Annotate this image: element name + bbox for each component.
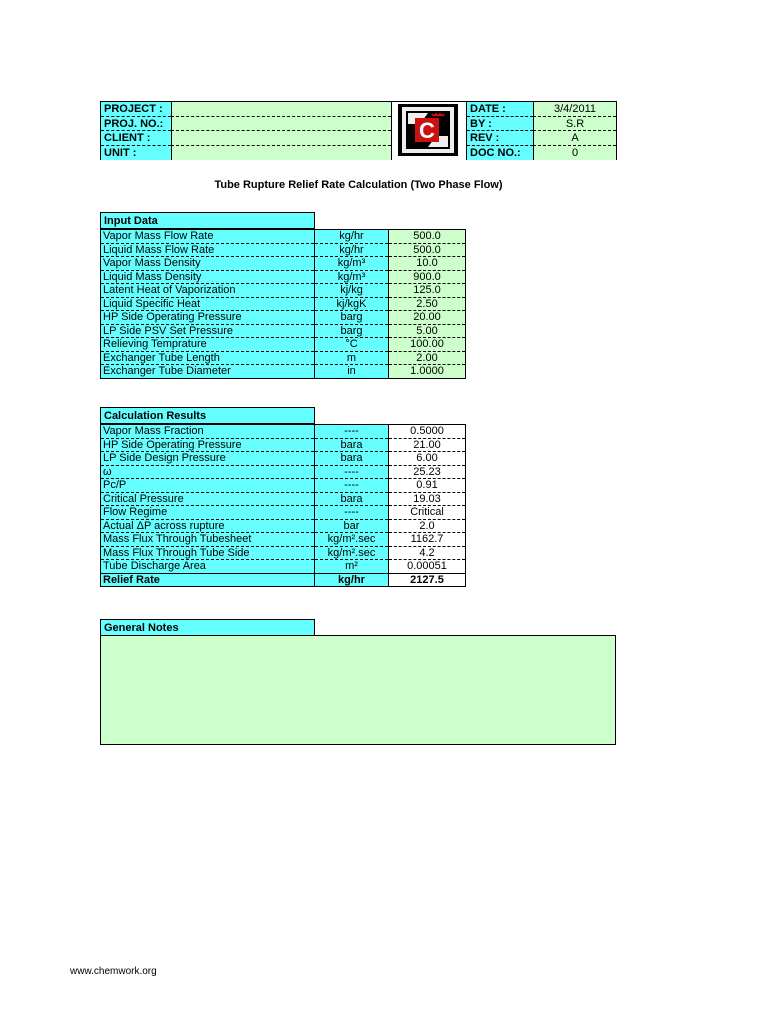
input-unit: °C [315,338,389,352]
header-block [100,101,617,160]
input-unit: in [315,365,389,379]
result-unit: kg/m².sec [315,546,389,560]
page-title: Tube Rupture Relief Rate Calculation (Two Phase Flow) [214,179,503,191]
input-value: 500.0 [389,243,466,257]
input-row [101,324,466,338]
calculation-results-table [100,424,466,587]
result-label: Mass Flux Through Tube Side [101,546,315,560]
client-value [171,131,391,146]
input-unit: kj/kgK [315,297,389,311]
result-label: ω [101,465,315,479]
result-row [101,546,466,560]
by-value: S.R [533,117,616,131]
input-unit: kg/hr [315,243,389,257]
input-data-heading: Input Data [100,212,315,229]
result-unit: ---- [315,465,389,479]
doc-no-value: 0 [533,146,616,160]
general-notes-box [100,635,616,745]
unit-label: UNIT : [101,146,171,160]
input-unit: kg/m³ [315,270,389,284]
result-unit: ---- [315,425,389,439]
result-label: LP Side Design Pressure [101,452,315,466]
input-row [101,338,466,352]
input-label: Vapor Mass Flow Rate [101,230,315,244]
result-label: Tube Discharge Area [101,560,315,574]
result-value: 0.5000 [389,425,466,439]
input-label: LP Side PSV Set Pressure [101,324,315,338]
input-unit: kg/m³ [315,257,389,271]
general-notes-heading: General Notes [100,619,315,636]
input-value: 20.00 [389,311,466,325]
result-value: 25.23 [389,465,466,479]
result-value: 21.00 [389,438,466,452]
result-row [101,506,466,520]
client-label: CLIENT : [101,131,171,146]
input-row [101,243,466,257]
result-row [101,519,466,533]
result-value: 6.00 [389,452,466,466]
result-unit: bara [315,438,389,452]
result-value: 0.91 [389,479,466,493]
result-row [101,533,466,547]
company-logo [398,104,458,156]
input-label: Relieving Temprature [101,338,315,352]
result-unit: m² [315,560,389,574]
project-label: PROJECT : [101,102,171,117]
input-label: Liquid Mass Density [101,270,315,284]
input-value: 2.50 [389,297,466,311]
result-label: Mass Flux Through Tubesheet [101,533,315,547]
input-value: 1.0000 [389,365,466,379]
calculation-results-heading: Calculation Results [100,407,315,424]
input-value: 5.00 [389,324,466,338]
result-value: 4.2 [389,546,466,560]
result-row [101,492,466,506]
input-data-table [100,229,466,379]
doc-no-label: DOC NO.: [467,146,533,160]
input-value: 100.00 [389,338,466,352]
input-label: Latent Heat of Vaporization [101,284,315,298]
by-label: BY : [467,117,533,131]
input-row [101,257,466,271]
date-value: 3/4/2011 [533,102,616,117]
relief-rate-label: Relief Rate [101,573,315,587]
input-unit: barg [315,311,389,325]
input-row [101,365,466,379]
date-label: DATE : [467,102,533,117]
relief-rate-row [101,573,466,587]
proj-no-value [171,117,391,131]
proj-no-label: PROJ. NO.: [101,117,171,131]
input-row [101,311,466,325]
input-value: 10.0 [389,257,466,271]
relief-rate-unit: kg/hr [315,573,389,587]
result-row [101,560,466,574]
input-unit: kg/hr [315,230,389,244]
result-unit: kg/m².sec [315,533,389,547]
result-unit: bara [315,492,389,506]
result-value: 0.00051 [389,560,466,574]
input-label: HP Side Operating Pressure [101,311,315,325]
input-label: Vapor Mass Density [101,257,315,271]
input-row [101,297,466,311]
result-label: Pc/P [101,479,315,493]
result-label: Flow Regime [101,506,315,520]
result-unit: ---- [315,479,389,493]
project-value [171,102,391,117]
input-value: 500.0 [389,230,466,244]
result-row [101,425,466,439]
input-unit: barg [315,324,389,338]
input-label: Exchanger Tube Diameter [101,365,315,379]
result-label: Vapor Mass Fraction [101,425,315,439]
result-value: 1162.7 [389,533,466,547]
footer-url: www.chemwork.org [70,966,157,977]
input-row [101,230,466,244]
result-row [101,452,466,466]
input-value: 125.0 [389,284,466,298]
result-label: Actual ΔP across rupture [101,519,315,533]
unit-value [171,146,391,160]
result-label: HP Side Operating Pressure [101,438,315,452]
input-unit: m [315,351,389,365]
result-value: 19.03 [389,492,466,506]
input-value: 2.00 [389,351,466,365]
input-label: Exchanger Tube Length [101,351,315,365]
input-label: Liquid Specific Heat [101,297,315,311]
logo-letter: C [419,118,435,143]
rev-label: REV : [467,131,533,146]
input-unit: kj/kg [315,284,389,298]
input-value: 900.0 [389,270,466,284]
result-row [101,465,466,479]
input-label: Liquid Mass Flow Rate [101,243,315,257]
result-value: Critical [389,506,466,520]
rev-value: A [533,131,616,146]
result-row [101,479,466,493]
result-unit: bara [315,452,389,466]
result-unit: bar [315,519,389,533]
result-value: 2.0 [389,519,466,533]
input-row [101,284,466,298]
result-row [101,438,466,452]
input-row [101,270,466,284]
result-unit: ---- [315,506,389,520]
relief-rate-value: 2127.5 [389,573,466,587]
chemwork-logo-icon [398,104,458,156]
result-label: Critical Pressure [101,492,315,506]
input-row [101,351,466,365]
